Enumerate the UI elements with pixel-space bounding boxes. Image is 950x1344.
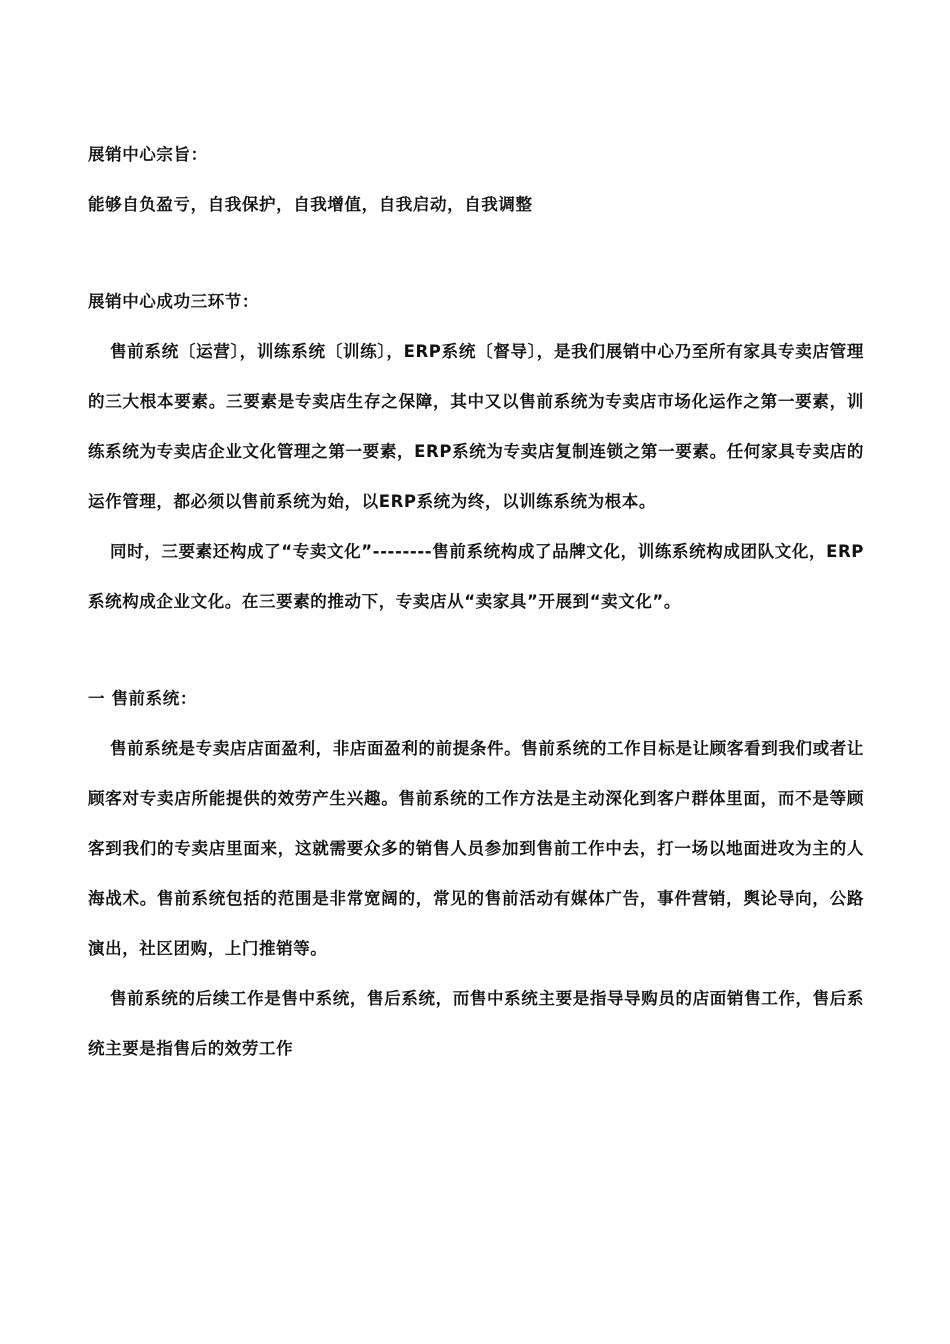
- heading-section-presale: 一 售前系统：: [88, 689, 197, 708]
- paragraph-culture: 同时，三要素还构成了“专卖文化”--------售前系统构成了品牌文化，训练系统构成团队文化，ERP系统构成企业文化。在三要素的推动下，专卖店从“卖家具”开展到“卖文化”。: [88, 542, 864, 611]
- document-body: [88, 130, 864, 1074]
- paragraph-presale: 售前系统是专卖店店面盈利，非店面盈利的前提条件。售前系统的工作目标是让顾客看到我们或者让顾客对专卖店所能提供的效劳产生兴趣。售前系统的工作方法是主动深化到客户群体里面，而不是等顾客到我们的专卖店里面来，这就需要众多的销售人员参加到售前工作中去，打一场以地面进攻为主的人海战术。售前系统包括的范围是非常宽阔的，常见的售前活动有媒体广告，事件营销，舆论导向，公路演出，社区团购，上门推销等。: [88, 739, 864, 958]
- paragraph-three-elements: 售前系统〔运营〕，训练系统〔训练〕，ERP系统〔督导〕，是我们展销中心乃至所有家具专卖店管理的三大根本要素。三要素是专卖店生存之保障，其中又以售前系统为专卖店市场化运作之第一要素，训练系统为专卖店企业文化管理之第一要素，ERP系统为专卖店复制连锁之第一要素。任何家具专卖店的运作管理，都必须以售前系统为始，以ERP系统为终，以训练系统为根本。: [88, 342, 864, 511]
- heading-purpose: 展销中心宗旨：: [88, 145, 208, 164]
- heading-success: 展销中心成功三环节：: [88, 292, 259, 311]
- paragraph-followup: 售前系统的后续工作是售中系统，售后系统，而售中系统主要是指导导购员的店面销售工作，售后系统主要是指售后的效劳工作: [88, 989, 864, 1058]
- purpose-line: 能够自负盈亏，自我保护，自我增值，自我启动，自我调整: [88, 195, 533, 214]
- section-spacer: [88, 230, 864, 277]
- section-spacer: [88, 627, 864, 674]
